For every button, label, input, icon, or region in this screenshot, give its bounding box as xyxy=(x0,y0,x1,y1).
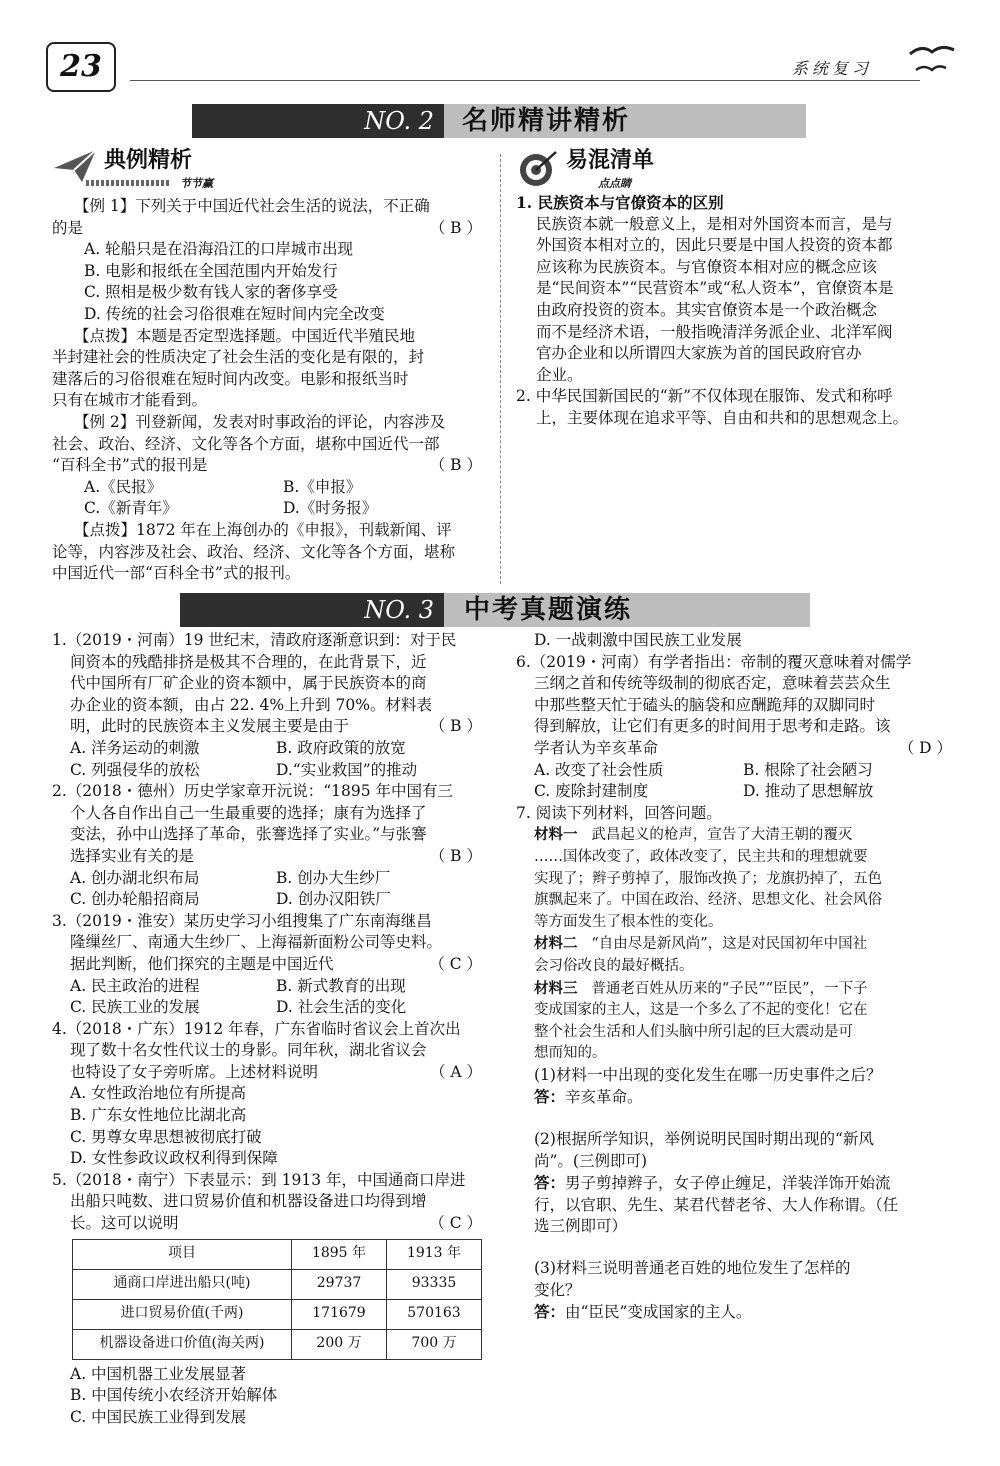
q4-option: A. 女性政治地位有所提高 xyxy=(70,1084,247,1103)
q4-option: C. 男尊女卑思想被彻底打破 xyxy=(70,1127,262,1146)
q4-answer: （ A ） xyxy=(429,1062,482,1081)
q3-option: C. 民族工业的发展 xyxy=(70,998,200,1017)
q7-m3-line: 普通老百姓从历来的“子民”“臣民”，一下子 xyxy=(591,980,868,997)
confusion-block xyxy=(516,192,952,430)
q1-line: 代中国所有厂矿企业的资本额中，属于民族资本的商 xyxy=(70,674,427,693)
q7-m1-line: 实现了；辫子剪掉了，服饰改换了；龙旗扔掉了，五色 xyxy=(534,870,882,887)
q7-m1-line: 武昌起义的枪声，宣告了大清王朝的覆灭 xyxy=(591,827,853,844)
confusion-item1-title: 1. 民族资本与官僚资本的区别 xyxy=(516,193,724,212)
q2-option: D. 创办汉阳铁厂 xyxy=(276,890,391,909)
banner-no2-title: 名师精讲精析 xyxy=(462,106,631,136)
banner-no2-number: NO. 2 xyxy=(192,104,444,138)
confusion-item2-line: 2. 中华民国新国民的“新”不仅体现在服饰、发式和称呼 xyxy=(516,387,893,406)
table-cell: 200 万 xyxy=(292,1329,387,1359)
q1-answer: （ B ） xyxy=(429,717,482,736)
q1-option: C. 列强侵华的放松 xyxy=(70,760,200,779)
table-row xyxy=(73,1329,482,1359)
page-number: 23 xyxy=(46,42,116,92)
q7-sub1: (1)材料一中出现的变化发生在哪一历史事件之后？ xyxy=(534,1065,882,1084)
q3-line: 3.（2019・淮安）某历史学习小组搜集了广东南海继昌 xyxy=(52,911,432,930)
ex2-stem-line: 社会、政治、经济、文化等各个方面，堪称中国近代一部 xyxy=(52,434,440,453)
ex1-tip-line: 半封建社会的性质决定了社会生活的变化是有限的，封 xyxy=(52,348,425,367)
table-header: 1895 年 xyxy=(292,1239,387,1269)
table-cell: 进口贸易价值(千两) xyxy=(73,1299,292,1329)
ex2-answer: （ B ） xyxy=(429,456,482,475)
q7-sub2-line: 尚”。(三例即可) xyxy=(534,1151,648,1170)
q7-ans3: 由“臣民”变成国家的主人。 xyxy=(565,1303,752,1322)
ex1-tip-line: 只有在城市才能看到。 xyxy=(52,391,208,410)
ex2-option: B.《申报》 xyxy=(283,477,362,496)
banner-no3-number: NO. 3 xyxy=(180,593,444,627)
banner-no3 xyxy=(180,593,810,627)
q7-m2-label: 材料二 xyxy=(534,935,578,953)
q6-answer: （ D ） xyxy=(898,738,952,757)
confusion-item1-line: 由政府投资的资本。其实官僚资本是一个政治概念 xyxy=(536,300,878,319)
questions-right xyxy=(516,630,952,1324)
table-row xyxy=(73,1269,482,1299)
q7-m1-label: 材料一 xyxy=(534,826,578,844)
table-cell: 570163 xyxy=(387,1299,482,1329)
q4-option: B. 广东女性地位比湖北高 xyxy=(70,1106,247,1125)
q5-table xyxy=(72,1239,482,1360)
table-row xyxy=(73,1299,482,1329)
q7-m3-line: 整个社会生活和人们头脑中所引起的巨大震动是可 xyxy=(534,1023,853,1040)
q7-ans1-label: 答： xyxy=(534,1087,566,1107)
table-cell: 通商口岸进出船只(吨) xyxy=(73,1269,292,1299)
banner-no3-title: 中考真题演练 xyxy=(464,595,633,625)
questions-left xyxy=(52,630,482,1428)
q4-line: 4.（2018・广东）1912 年春，广东省临时省议会上首次出 xyxy=(52,1019,461,1038)
header-divider xyxy=(130,80,920,81)
q6-line: 中那些整天忙于磕头的脑袋和应酬跪拜的双脚同时 xyxy=(534,695,876,714)
ex1-option: B. 电影和报纸在全国范围内开始发行 xyxy=(84,261,338,280)
q2-line: 2.（2018・德州）历史学家章开沅说：“1895 年中国有三 xyxy=(52,782,454,801)
examples-heading: 典例精析 xyxy=(104,148,193,173)
q6-line: 学者认为辛亥革命 xyxy=(534,738,659,757)
q5-option: C. 中国民族工业得到发展 xyxy=(70,1407,247,1426)
q7-sub3-line: 变化？ xyxy=(534,1280,581,1299)
confusion-item1-line: 外国资本相对立的，因此只要是中国人投资的资本都 xyxy=(536,236,893,255)
ex2-tip-line: 中国近代一部“百科全书”式的报刊。 xyxy=(52,564,301,583)
ex1-option: D. 传统的社会习俗很难在短时间内完全改变 xyxy=(84,304,385,323)
examples-tag: 节节赢 xyxy=(180,177,213,190)
ex1-answer: （ B ） xyxy=(429,218,482,237)
q2-option: B. 创办大生纱厂 xyxy=(276,868,391,887)
table-header-row xyxy=(73,1239,482,1269)
q7-m3-line: 变成国家的主人，这是一个多么了不起的变化！它在 xyxy=(534,1002,868,1019)
examples-block xyxy=(52,196,482,585)
confusion-item1-line: 民族资本就一般意义上，是相对外国资本而言，是与 xyxy=(536,214,893,233)
column-divider xyxy=(500,154,501,584)
ex2-option: C.《新青年》 xyxy=(84,499,178,518)
q3-option: B. 新式教育的出现 xyxy=(276,976,406,995)
q6-option: D. 推动了思想解放 xyxy=(743,782,874,801)
q1-option: B. 政府政策的放宽 xyxy=(276,738,406,757)
confusion-item1-line: 应该称为民族资本。与官僚资本相对应的概念应该 xyxy=(536,257,878,276)
q7-ans2-line: 选三例即可） xyxy=(534,1217,628,1236)
q7-sub3-line: (3)材料三说明普通老百姓的地位发生了怎样的 xyxy=(534,1259,851,1278)
q1-option: D.“实业救国”的推动 xyxy=(276,760,418,779)
ex1-tip-line: 建落后的习俗很难在短时间内改变。电影和报纸当时 xyxy=(52,369,409,388)
ex2-stem-line: “百科全书”式的报刊是 xyxy=(52,456,208,475)
q7-sub2-line: (2)根据所学知识，举例说明民国时期出现的“新风 xyxy=(534,1130,874,1149)
q5-line: 出船只吨数、进口贸易价值和机器设备进口均得到增 xyxy=(70,1192,427,1211)
q2-line: 个人各自作出自己一生最重要的选择；康有为选择了 xyxy=(70,803,427,822)
q5-line: 5.（2018・南宁）下表显示：到 1913 年，中国通商口岸进 xyxy=(52,1170,466,1189)
confusion-item1-line: 官办企业和以所谓四大家族为首的国民政府官办 xyxy=(536,344,862,363)
q7-intro: 7. 阅读下列材料，回答问题。 xyxy=(516,803,722,822)
q7-ans2-line: 男子剪掉辫子，女子停止缠足，洋装洋饰开始流 xyxy=(565,1174,891,1193)
q7-ans3-label: 答： xyxy=(534,1302,566,1322)
q4-option: D. 女性参政议政权利得到保障 xyxy=(70,1149,278,1168)
ex2-stem-line: 【例 2】刊登新闻，发表对时事政治的评论，内容涉及 xyxy=(74,412,446,431)
q7-m3-label: 材料三 xyxy=(534,979,578,997)
q2-answer: （ B ） xyxy=(429,846,482,865)
ex2-tip-line: 【点拨】1872 年在上海创办的《申报》，刊载新闻、评 xyxy=(74,520,452,539)
q5-option: D. 一战刺激中国民族工业发展 xyxy=(534,631,742,649)
q4-line: 现了数十名女性代议士的身影。同年秋，湖北省议会 xyxy=(70,1041,427,1060)
q7-m1-line: 等方面发生了根本性的变化。 xyxy=(534,913,723,930)
q5-answer: （ C ） xyxy=(429,1214,482,1233)
q3-option: A. 民主政治的进程 xyxy=(70,976,200,995)
q7-m1-line: ……国体改变了，政体改变了，民主共和的理想就要 xyxy=(534,848,868,865)
table-cell: 171679 xyxy=(292,1299,387,1329)
birds-icon xyxy=(902,40,962,82)
table-header: 1913 年 xyxy=(387,1239,482,1269)
ex1-tip-line: 【点拨】本题是否定型选择题。中国近代半殖民地 xyxy=(74,326,416,345)
q3-line: 据此判断，他们探究的主题是中国近代 xyxy=(70,954,334,973)
q2-option: C. 创办轮船招商局 xyxy=(70,890,200,909)
q7-m1-line: 旗飘起来了。中国在政治、经济、思想文化、社会风俗 xyxy=(534,892,882,909)
target-icon xyxy=(516,148,560,188)
ex2-option: D.《时务报》 xyxy=(283,499,378,518)
q5-option: A. 中国机器工业发展显著 xyxy=(70,1364,247,1383)
confusion-item1-line: 企业。 xyxy=(536,365,583,384)
section-title: 系统复习 xyxy=(792,59,873,78)
q1-line: 间资本的残酷排挤是极其不合理的，在此背景下，近 xyxy=(70,652,427,671)
q5-option: B. 中国传统小农经济开始解体 xyxy=(70,1386,278,1405)
ex2-tip-line: 论等，内容涉及社会、政治、经济、文化等各个方面，堪称 xyxy=(52,542,456,561)
q6-line: 6.（2019・河南）有学者指出：帝制的覆灭意味着对儒学 xyxy=(516,652,912,671)
q6-option: B. 根除了社会陋习 xyxy=(743,760,873,779)
banner-no2 xyxy=(192,104,806,138)
q7-ans2-label: 答： xyxy=(534,1173,566,1193)
q7-m2-line: 会习俗改良的最好概括。 xyxy=(534,957,694,974)
confusion-item1-line: 是“民间资本”“民营资本”或“私人资本”，官僚资本是 xyxy=(536,279,894,298)
ex1-option: A. 轮船只是在沿海沿江的口岸城市出现 xyxy=(84,240,354,259)
q7-ans1: 辛亥革命。 xyxy=(565,1088,643,1107)
q4-line: 也特设了女子旁听席。上述材料说明 xyxy=(70,1062,319,1081)
q2-line: 选择实业有关的是 xyxy=(70,846,195,865)
table-cell: 29737 xyxy=(292,1269,387,1299)
q1-line: 明，此时的民族资本主义发展主要是由于 xyxy=(70,717,350,736)
q6-option: A. 改变了社会性质 xyxy=(534,760,664,779)
q7-m2-line: “自由尽是新风尚”，这是对民国初年中国社 xyxy=(591,936,868,953)
heading-decoration xyxy=(86,180,170,186)
q1-line: 1.（2019・河南）19 世纪末，清政府逐渐意识到：对于民 xyxy=(52,631,457,649)
q6-line: 得到解放，让它们有更多的时间用于思考和走路。该 xyxy=(534,717,891,736)
confusion-heading: 易混清单 xyxy=(566,148,655,173)
q3-answer: （ C ） xyxy=(429,954,482,973)
confusion-tag: 点点睛 xyxy=(598,177,631,190)
confusion-item1-line: 而不是经济术语，一般指晚清洋务派企业、北洋军阀 xyxy=(536,322,893,341)
q6-line: 三纲之首和传统等级制的彻底否定，意味着芸芸众生 xyxy=(534,674,891,693)
q1-line: 办企业的资本额，由占 22. 4%上升到 70%。材料表 xyxy=(70,695,432,714)
table-header: 项目 xyxy=(73,1239,292,1269)
ex1-stem-line1: 【例 1】下列关于中国近代社会生活的说法，不正确 xyxy=(74,197,430,215)
table-cell: 93335 xyxy=(387,1269,482,1299)
table-cell: 700 万 xyxy=(387,1329,482,1359)
ex1-stem-line2: 的是 xyxy=(52,218,84,237)
q5-line: 长。这可以说明 xyxy=(70,1214,179,1233)
q3-option: D. 社会生活的变化 xyxy=(276,998,407,1017)
q1-option: A. 洋务运动的刺激 xyxy=(70,738,200,757)
ex2-option: A.《民报》 xyxy=(84,477,163,496)
q7-m3-line: 想而知的。 xyxy=(534,1045,607,1062)
q6-option: C. 废除封建制度 xyxy=(534,782,649,801)
q2-line: 变法，孙中山选择了革命，张謇选择了实业。”与张謇 xyxy=(70,825,427,844)
table-cell: 机器设备进口价值(海关两) xyxy=(73,1329,292,1359)
q3-line: 隆缫丝厂、南通大生纱厂、上海福新面粉公司等史料。 xyxy=(70,933,443,952)
ex1-option: C. 照相是极少数有钱人家的奢侈享受 xyxy=(84,283,338,302)
q7-ans2-line: 行，以官职、先生、某君代替老爷、大人作称谓。（任 xyxy=(534,1195,899,1214)
confusion-item2-line: 上，主要体现在追求平等、自由和共和的思想观念上。 xyxy=(536,408,909,427)
q2-option: A. 创办湖北织布局 xyxy=(70,868,200,887)
